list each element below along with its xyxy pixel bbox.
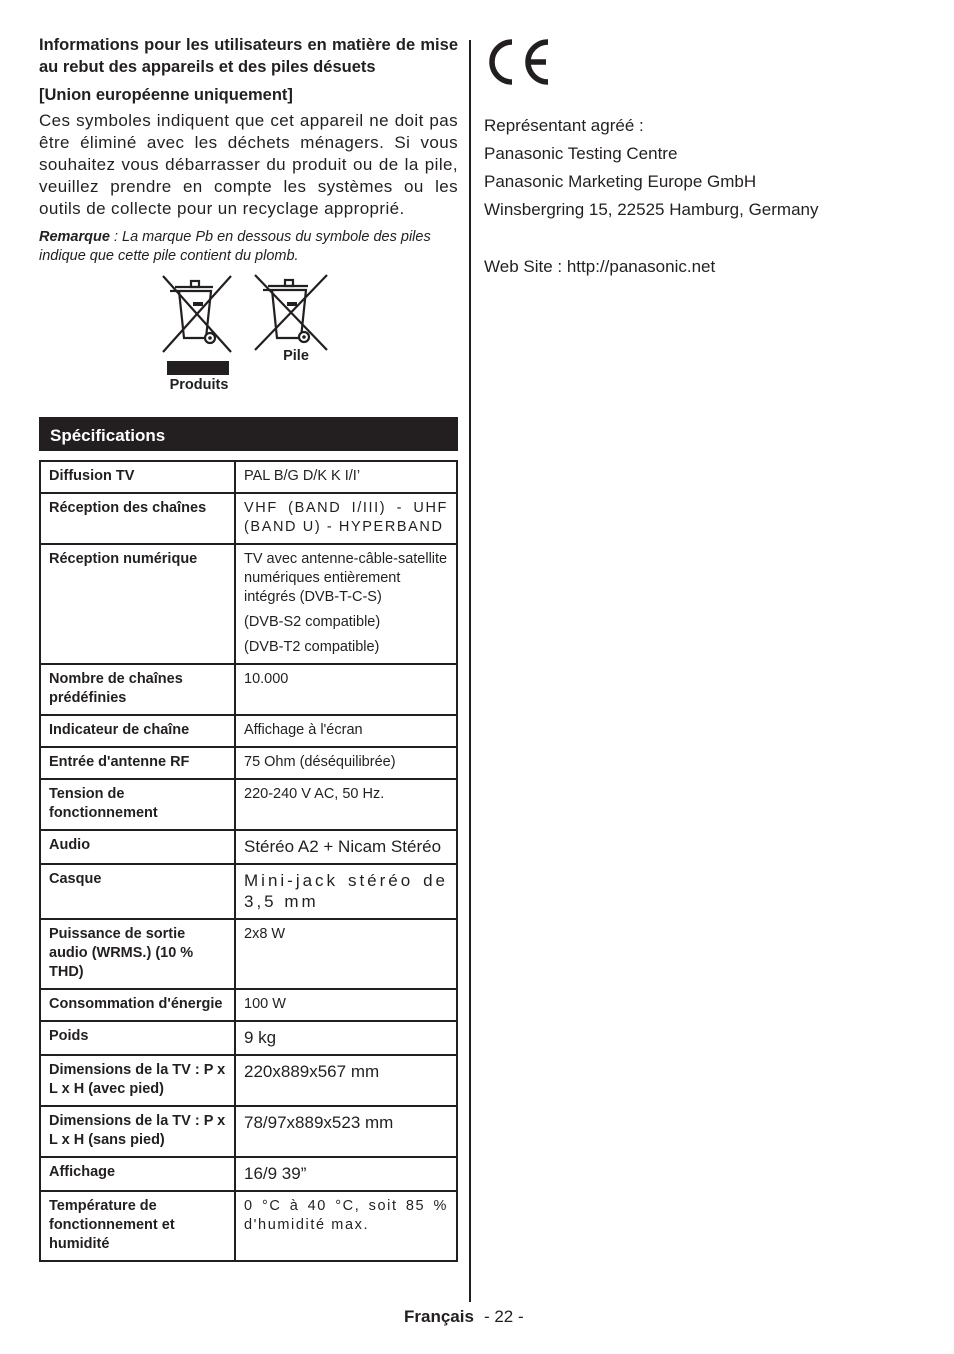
note-label: Remarque: [39, 229, 110, 245]
disposal-symbols: [39, 268, 458, 413]
table-row: [40, 461, 457, 493]
table-row: [40, 830, 457, 864]
spec-value: Affichage à l'écran: [235, 715, 457, 747]
spec-label: Réception des chaînes: [40, 493, 235, 544]
note-text: : La marque Pb en dessous du symbole des piles indique que cette pile contient du plomb.: [39, 229, 431, 264]
crossed-wheelie-bin-icon: [161, 274, 233, 354]
ce-mark-icon: [484, 38, 554, 86]
spec-label: Puissance de sortie audio (WRMS.) (10 % THD): [40, 919, 235, 989]
table-row: [40, 779, 457, 830]
spec-label: Entrée d'antenne RF: [40, 747, 235, 779]
spec-value: 220-240 V AC, 50 Hz.: [235, 779, 457, 830]
left-column: [39, 34, 458, 1262]
table-row: [40, 1191, 457, 1261]
spec-label: Diffusion TV: [40, 461, 235, 493]
representative-title: Représentant agréé :: [484, 116, 644, 135]
table-row: [40, 919, 457, 989]
spec-value: VHF (BAND I/III) - UHF (BAND U) - HYPERBAND: [235, 493, 457, 544]
representative-line: Panasonic Testing Centre: [484, 144, 678, 163]
specs-table: [39, 460, 458, 1262]
spec-value: 100 W: [235, 989, 457, 1021]
spec-label: Réception numérique: [40, 544, 235, 664]
table-row: [40, 1106, 457, 1157]
spec-label: Température de fonctionnement et humidité: [40, 1191, 235, 1261]
spec-value: Mini-jack stéréo de 3,5 mm: [235, 864, 457, 919]
table-row: [40, 864, 457, 919]
spec-value: 9 kg: [235, 1021, 457, 1055]
page-footer: [404, 1307, 524, 1327]
specs-title: Spécifications: [39, 417, 458, 451]
disposal-title: Informations pour les utilisateurs en matière de mise au rebut des appareils et des piles désuets: [39, 36, 458, 76]
disposal-note: [39, 228, 458, 266]
table-row: [40, 989, 457, 1021]
representative-line: Panasonic Marketing Europe GmbH: [484, 172, 757, 191]
footer-language: Français: [404, 1307, 474, 1326]
page-number: - 22 -: [483, 1307, 524, 1326]
table-row: [40, 747, 457, 779]
table-row: [40, 715, 457, 747]
table-row: [40, 1021, 457, 1055]
right-column: [484, 34, 924, 284]
spec-value: 220x889x567 mm: [235, 1055, 457, 1106]
crossed-wheelie-bin-icon: [252, 272, 330, 352]
spec-value: 16/9 39”: [235, 1157, 457, 1191]
spec-value: 78/97x889x523 mm: [235, 1106, 457, 1157]
spec-label: Consommation d'énergie: [40, 989, 235, 1021]
spec-label: Audio: [40, 830, 235, 864]
table-row: [40, 493, 457, 544]
spec-label: Dimensions de la TV : P x L x H (sans pied): [40, 1106, 235, 1157]
spec-label: Affichage: [40, 1157, 235, 1191]
spec-label: Casque: [40, 864, 235, 919]
representative-line: Winsbergring 15, 22525 Hamburg, Germany: [484, 200, 819, 219]
website-line: Web Site : http://panasonic.net: [484, 257, 716, 276]
table-row: [40, 544, 457, 664]
spec-label: Indicateur de chaîne: [40, 715, 235, 747]
spec-label: Poids: [40, 1021, 235, 1055]
table-row: [40, 1055, 457, 1106]
spec-value: 75 Ohm (déséquilibrée): [235, 747, 457, 779]
column-divider: [469, 40, 471, 1302]
spec-value: 10.000: [235, 664, 457, 715]
table-row: [40, 664, 457, 715]
spec-value: TV avec antenne-câble-satellite numériques entièrement intégrés (DVB-T-C-S) (DVB-S2 compatible) (DVB-T2 compatible): [235, 544, 457, 664]
products-bar: [167, 361, 229, 375]
spec-value: PAL B/G D/K K I/I’: [235, 461, 457, 493]
spec-label: Tension de fonctionnement: [40, 779, 235, 830]
symbol-battery-label: Pile: [283, 348, 309, 364]
disposal-body: Ces symboles indiquent que cet appareil ne doit pas être éliminé avec les déchets ménagers. Si vous souhaitez vous débarrasser du produit ou de la pile, veuillez prendre en compte les systèmes ou les outils de collecte pour un recyclage approprié.: [39, 111, 458, 218]
spec-value: 2x8 W: [235, 919, 457, 989]
symbol-products-label: Produits: [169, 377, 229, 393]
spec-value: 0 °C à 40 °C, soit 85 % d'humidité max.: [235, 1191, 457, 1261]
spec-value: Stéréo A2 + Nicam Stéréo: [235, 830, 457, 864]
table-row: [40, 1157, 457, 1191]
spec-label: Nombre de chaînes prédéfinies: [40, 664, 235, 715]
disposal-region: [Union européenne uniquement]: [39, 86, 293, 104]
spec-label: Dimensions de la TV : P x L x H (avec pied): [40, 1055, 235, 1106]
